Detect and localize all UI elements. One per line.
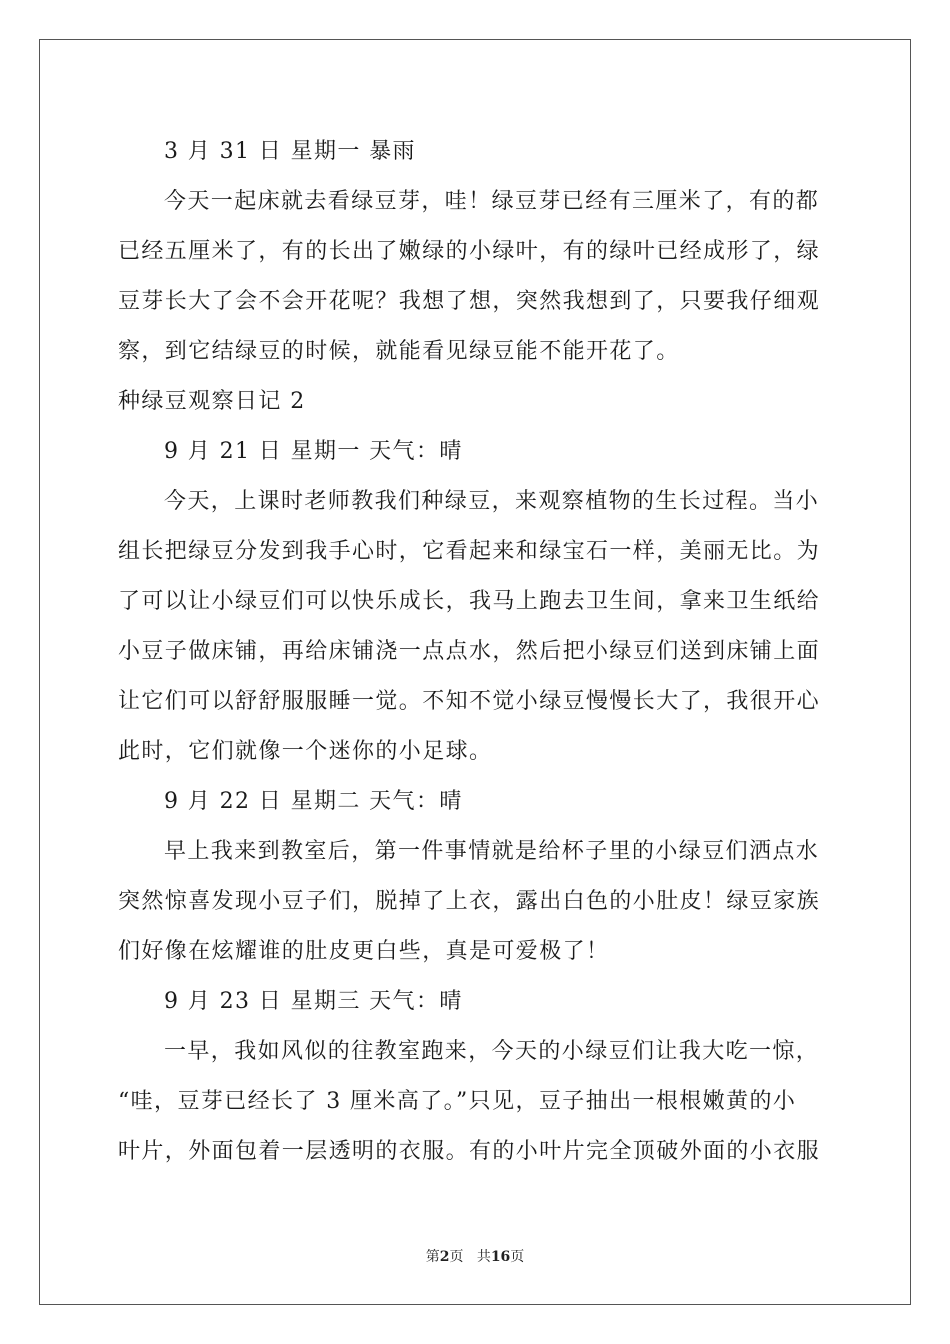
paragraph-line: 察，到它结绿豆的时候，就能看见绿豆能不能开花了。 <box>118 339 680 364</box>
footer-total-prefix: 共 <box>476 1249 491 1265</box>
paragraph-line: 让它们可以舒舒服服睡一觉。不知不觉小绿豆慢慢长大了，我很开心 <box>118 689 821 714</box>
paragraph-line: 了可以让小绿豆们可以快乐成长，我马上跑去卫生间，拿来卫生纸给 <box>118 589 821 614</box>
paragraph-line: 叶片，外面包着一层透明的衣服。有的小叶片完全顶破外面的小衣服 <box>118 1139 821 1164</box>
footer-total-pages: 16 <box>490 1249 511 1265</box>
paragraph-line: 此时，它们就像一个迷你的小足球。 <box>118 739 493 764</box>
diary-date-line: 9 月 23 日 星期三 天气：晴 <box>164 989 463 1014</box>
page-footer <box>0 1246 950 1266</box>
footer-page-suffix: 页 <box>449 1249 464 1265</box>
paragraph-line: 已经五厘米了，有的长出了嫩绿的小绿叶，有的绿叶已经成形了，绿 <box>118 239 821 264</box>
paragraph-line: 早上我来到教室后，第一件事情就是给杯子里的小绿豆们洒点水 <box>164 839 820 864</box>
paragraph-line: 今天一起床就去看绿豆芽，哇！绿豆芽已经有三厘米了，有的都 <box>164 189 820 214</box>
diary-date-line: 9 月 22 日 星期二 天气：晴 <box>164 789 463 814</box>
paragraph-line: 突然惊喜发现小豆子们，脱掉了上衣，露出白色的小肚皮！绿豆家族 <box>118 889 821 914</box>
paragraph-line: 们好像在炫耀谁的肚皮更白些，真是可爱极了！ <box>118 939 610 964</box>
paragraph-line: 组长把绿豆分发到我手心时，它看起来和绿宝石一样，美丽无比。为 <box>118 539 821 564</box>
section-title: 种绿豆观察日记 2 <box>118 389 306 414</box>
diary-date-line: 3 月 31 日 星期一 暴雨 <box>164 139 416 164</box>
diary-date-line: 9 月 21 日 星期一 天气：晴 <box>164 439 463 464</box>
paragraph-line: 今天，上课时老师教我们种绿豆，来观察植物的生长过程。当小 <box>164 489 820 514</box>
paragraph-line: 一早，我如风似的往教室跑来，今天的小绿豆们让我大吃一惊， <box>164 1039 820 1064</box>
document-body <box>118 127 834 1177</box>
paragraph-line: 豆芽长大了会不会开花呢？我想了想，突然我想到了，只要我仔细观 <box>118 289 821 314</box>
footer-total-suffix: 页 <box>510 1249 525 1265</box>
paragraph-line: 小豆子做床铺，再给床铺浇一点点水，然后把小绿豆们送到床铺上面 <box>118 639 821 664</box>
footer-prefix: 第 <box>425 1249 440 1265</box>
paragraph-line: “哇，豆芽已经长了 3 厘米高了。”只见，豆子抽出一根根嫩黄的小 <box>118 1089 797 1114</box>
footer-page-number: 2 <box>439 1249 450 1265</box>
